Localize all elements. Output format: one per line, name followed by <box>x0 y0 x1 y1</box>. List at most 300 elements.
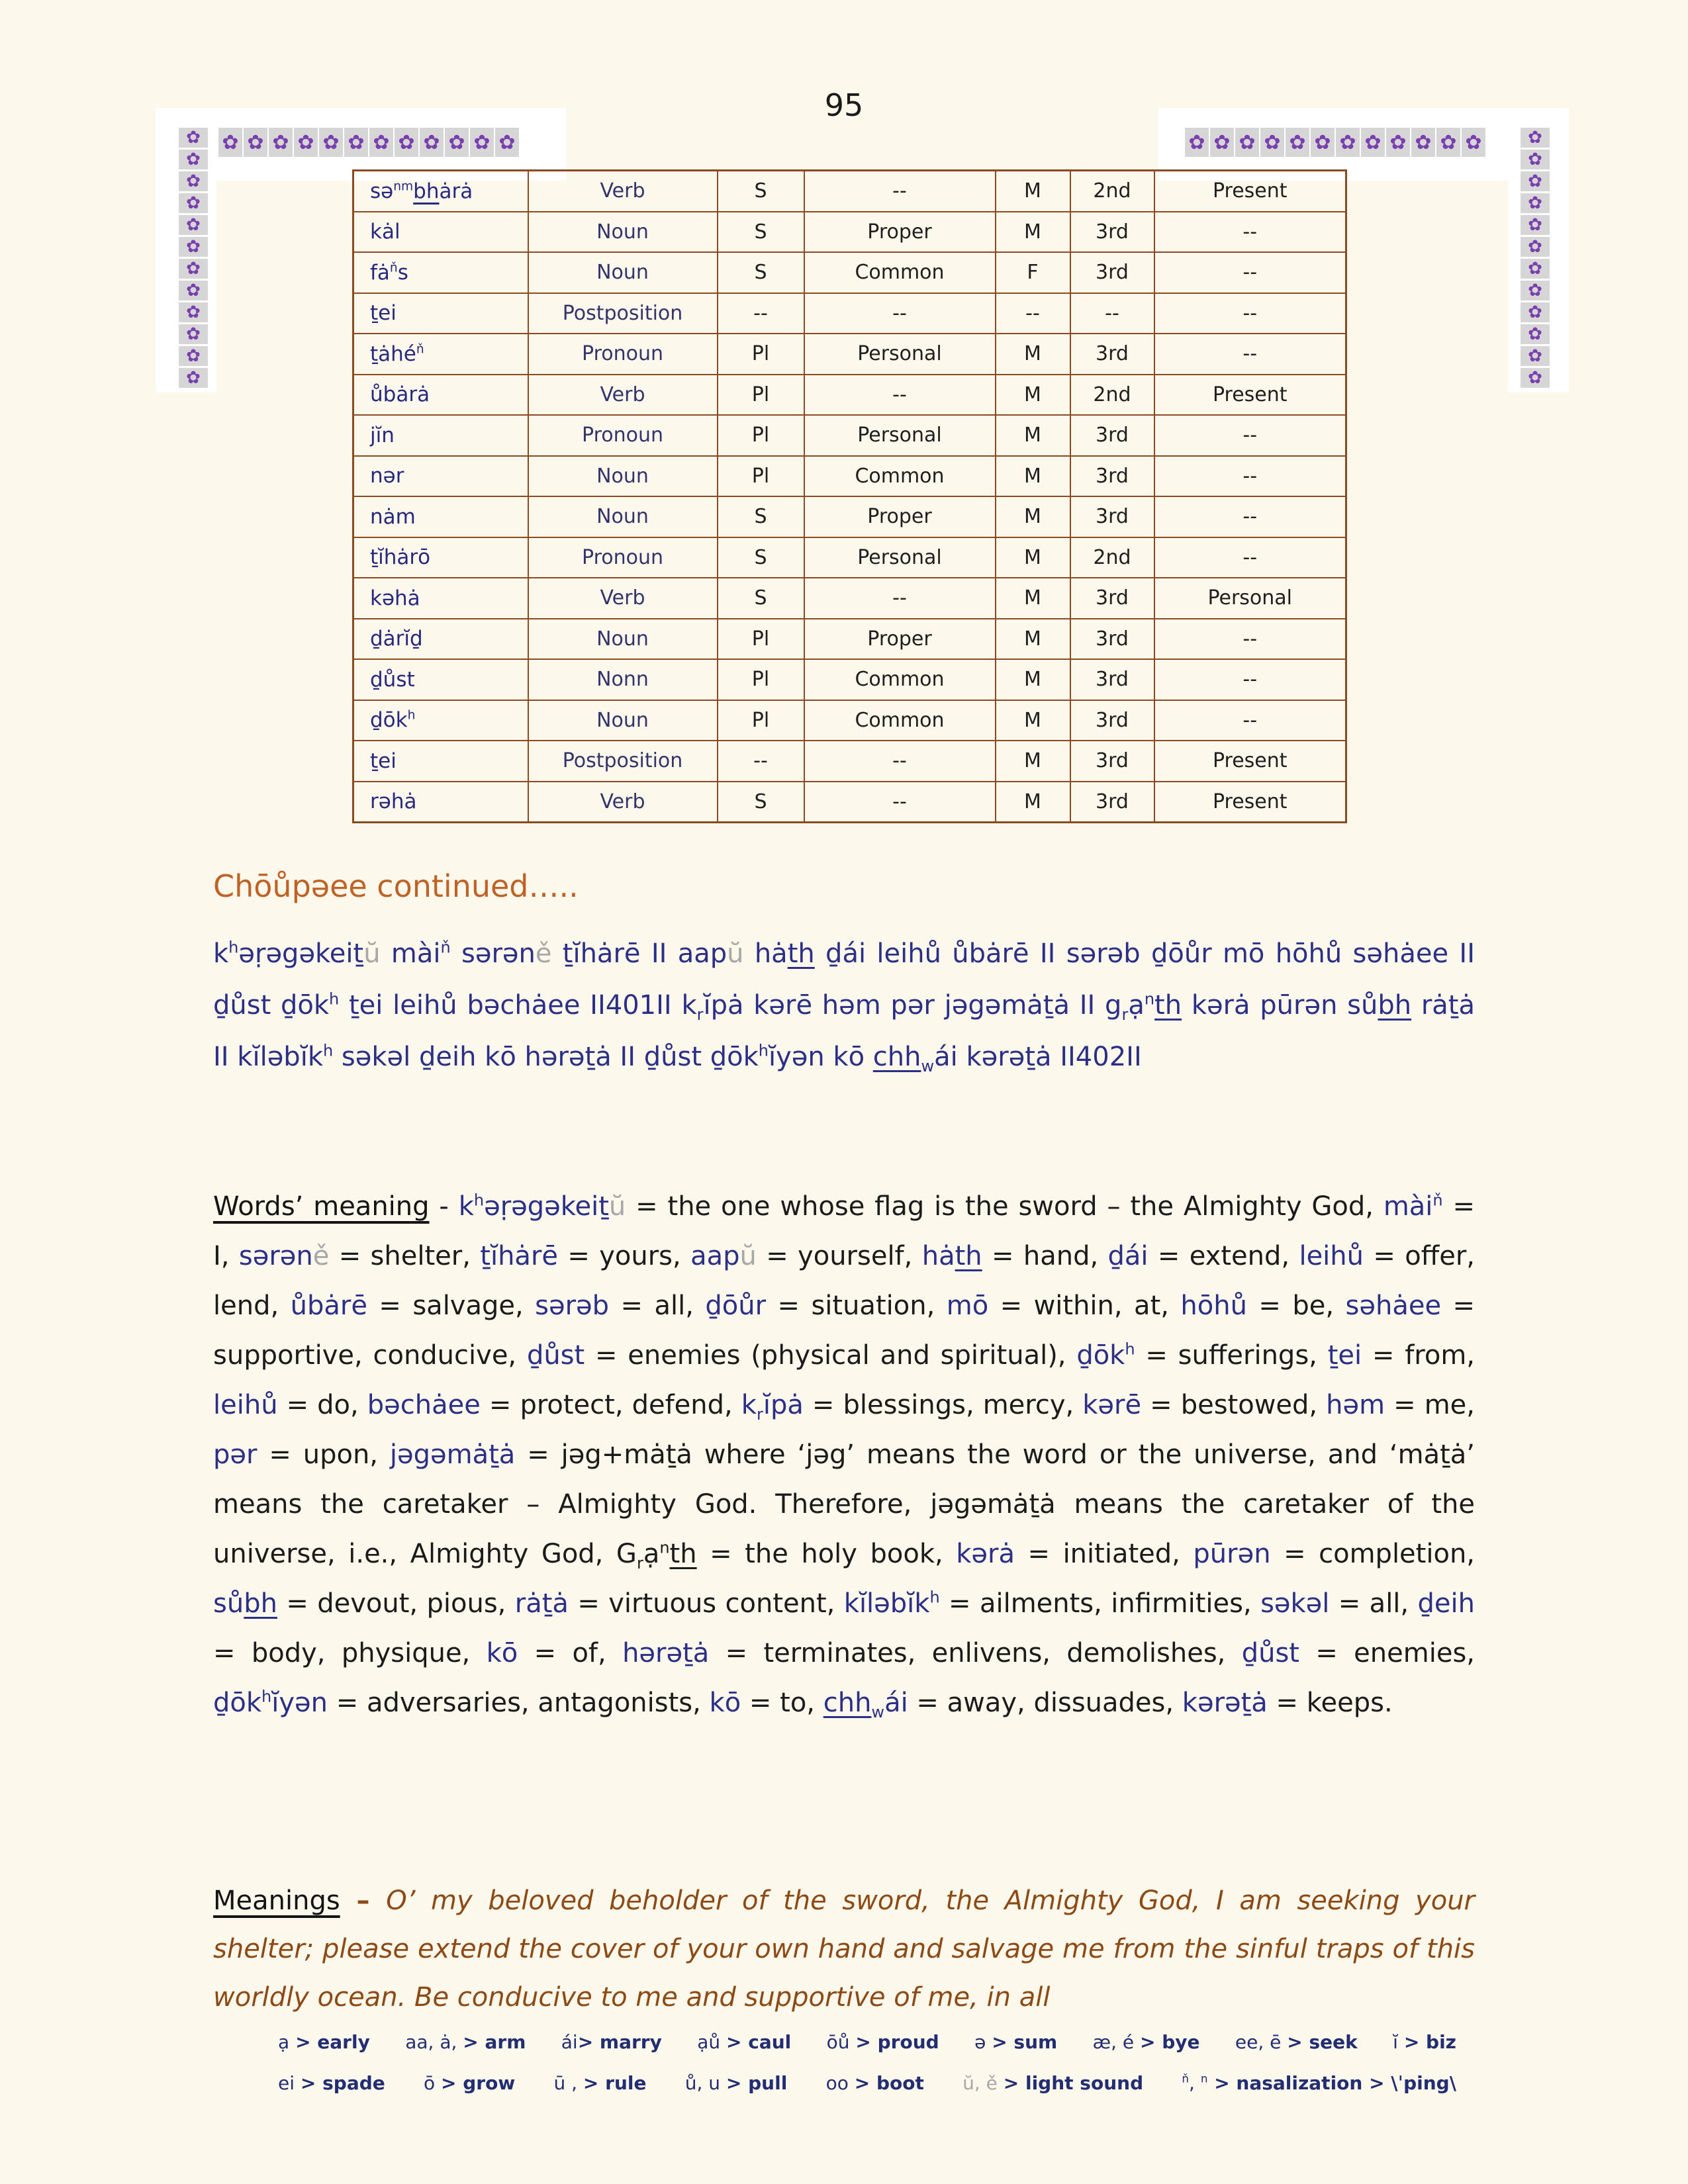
text-segment: = initiated, <box>1014 1539 1194 1569</box>
text-segment: kərȧ pūrən s <box>1182 990 1361 1021</box>
text-segment: ů <box>1361 990 1378 1021</box>
text-segment: = adversaries, antagonists, <box>328 1688 710 1718</box>
text-segment: sərən <box>238 1241 313 1271</box>
num-cell: S <box>718 782 804 823</box>
table-row <box>353 700 1346 741</box>
text-segment: = be, <box>1246 1291 1346 1321</box>
num-cell: Pl <box>718 659 804 700</box>
text-segment: hȧ <box>743 938 788 969</box>
text-segment: bh <box>413 179 440 203</box>
pos-cell: Pronoun <box>528 334 718 375</box>
text-segment: mài <box>1383 1191 1433 1222</box>
text-segment: jĭn <box>370 423 395 447</box>
text-segment: > spade <box>300 2071 385 2094</box>
text-segment: s <box>397 260 408 285</box>
text-segment: > grow <box>441 2071 516 2094</box>
text-segment: sə <box>370 179 394 203</box>
num-cell: S <box>718 212 804 253</box>
text-segment: ŭ <box>739 1241 757 1271</box>
person-cell: 3rd <box>1070 212 1154 253</box>
text-segment: k <box>741 1390 757 1420</box>
text-segment: = do, <box>277 1390 367 1420</box>
flower-icon: ✿ <box>179 302 208 322</box>
word-cell <box>353 415 528 456</box>
text-segment: ň <box>440 938 451 957</box>
words-meaning-label: Words’ meaning <box>213 1191 430 1222</box>
person-cell: 3rd <box>1070 700 1154 741</box>
text-segment: ee, ē <box>1235 2030 1288 2053</box>
num-cell: Pl <box>718 619 804 660</box>
text-segment: səkəl ḏeih kō hərəṯȧ II ḏůst ḏōk <box>333 1042 759 1072</box>
pronunciation-item <box>1182 2072 1456 2094</box>
text-segment: ň <box>389 261 398 275</box>
flower-icon: ✿ <box>1521 193 1550 213</box>
pos-cell: Noun <box>528 700 718 741</box>
table-row <box>353 619 1346 660</box>
pronunciation-item <box>685 2072 788 2094</box>
word-cell <box>353 659 528 700</box>
person-cell: 2nd <box>1070 375 1154 416</box>
text-segment: = bestowed, <box>1141 1390 1327 1420</box>
text-segment: kȧl <box>370 220 400 244</box>
text-segment: = protect, defend, <box>480 1390 741 1420</box>
text-segment: th <box>1154 990 1182 1021</box>
pronunciation-item <box>424 2072 515 2094</box>
flower-icon: ✿ <box>1521 259 1550 279</box>
text-segment: səhȧee <box>1345 1291 1442 1321</box>
pronunciation-item <box>278 2031 370 2053</box>
kind-cell: Common <box>804 456 996 497</box>
text-segment: = blessings, mercy, <box>803 1390 1083 1420</box>
pos-cell: Pronoun <box>528 537 718 578</box>
person-cell: 3rd <box>1070 578 1154 619</box>
text-segment: = all, <box>609 1291 706 1321</box>
text-segment: = jəg+mȧṯȧ where ‘jəg’ means the word or the universe, and ‘mȧṯȧ’ means the caretaker – Almighty God. Therefore, jəgəmȧṯȧ means the caretaker of the universe, i.e., Almighty God, G <box>213 1439 1475 1569</box>
text-segment: = all, <box>1329 1588 1418 1619</box>
kind-cell: -- <box>804 375 996 416</box>
text-segment: = enemies, <box>1299 1638 1475 1668</box>
table-row <box>353 171 1346 212</box>
text-segment: aap <box>690 1241 740 1271</box>
text-segment: h <box>473 1191 485 1210</box>
table-row <box>353 537 1346 578</box>
kind-cell: Personal <box>804 537 996 578</box>
text-segment: > seek <box>1287 2030 1358 2053</box>
text-segment: ḏōůr <box>705 1291 767 1321</box>
pronunciation-row-1 <box>278 2021 1456 2062</box>
text-segment: ě <box>535 938 552 969</box>
flower-icon: ✿ <box>395 128 418 157</box>
table-row <box>353 375 1346 416</box>
word-cell <box>353 375 528 416</box>
text-segment: hərəṯȧ <box>622 1638 710 1668</box>
num-cell: Pl <box>718 415 804 456</box>
text-segment: > bye <box>1140 2030 1200 2053</box>
text-segment: həm <box>1326 1390 1385 1420</box>
pronunciation-item <box>405 2031 526 2053</box>
text-segment: kəhȧ <box>370 586 420 610</box>
text-segment: > arm <box>463 2030 526 2053</box>
text-segment: ň <box>1182 2071 1189 2085</box>
text-segment: ō <box>424 2071 442 2094</box>
text-segment: th <box>955 1241 982 1271</box>
text-segment: ŭ <box>727 938 744 969</box>
tense-cell: -- <box>1154 700 1346 741</box>
tense-cell: Present <box>1154 375 1346 416</box>
tense-cell: -- <box>1154 456 1346 497</box>
pronunciation-item <box>697 2031 791 2053</box>
text-segment: > boot <box>854 2071 924 2094</box>
flower-icon: ✿ <box>1361 128 1385 157</box>
flower-icon: ✿ <box>179 368 208 388</box>
text-segment: hȧ <box>921 1241 955 1271</box>
text-segment: ə <box>974 2030 992 2053</box>
text-segment: rəhȧ <box>370 790 417 814</box>
text-segment: ạ <box>643 1539 660 1569</box>
text-segment: sərəb <box>535 1291 610 1321</box>
tense-cell: -- <box>1154 659 1346 700</box>
text-segment: = shelter, <box>329 1241 481 1271</box>
words-meaning-content <box>213 1191 1476 1721</box>
num-cell: Pl <box>718 456 804 497</box>
word-cell <box>353 252 528 293</box>
text-segment: ů, u <box>684 2071 726 2094</box>
text-segment: pər <box>213 1439 258 1470</box>
flower-icon: ✿ <box>179 193 208 213</box>
text-segment: ḏōk <box>370 708 408 733</box>
text-segment: ḏůst <box>526 1340 585 1371</box>
meanings-content: O’ my beloved beholder of the sword, the Almighty God, I am seeking your shelter; please extend the cover of your own hand and salvage me from the sinful traps of this worldly ocean. Be conducive to me and supportive of me, in all <box>213 1886 1475 2013</box>
word-cell <box>353 293 528 334</box>
flower-icon: ✿ <box>319 128 343 157</box>
person-cell: 3rd <box>1070 659 1154 700</box>
pos-cell: Noun <box>528 619 718 660</box>
word-cell <box>353 456 528 497</box>
pos-cell: Verb <box>528 375 718 416</box>
pronunciation-item <box>827 2031 939 2053</box>
word-cell <box>353 212 528 253</box>
word-cell <box>353 741 528 782</box>
tense-cell: -- <box>1154 619 1346 660</box>
text-segment: = ailments, infirmities, <box>939 1588 1261 1619</box>
flower-icon: ✿ <box>420 128 444 157</box>
pronunciation-item <box>962 2072 1143 2094</box>
tense-cell: Present <box>1154 741 1346 782</box>
text-segment: h <box>329 989 340 1009</box>
text-segment: ḏái leihů ůbȧrē II sərəb ḏōůr mō hōhů səhȧee II ḏůst ḏōk <box>213 938 1475 1021</box>
word-cell <box>353 619 528 660</box>
text-segment: kərē <box>1082 1390 1142 1420</box>
num-cell: -- <box>718 741 804 782</box>
text-segment: kō <box>486 1638 518 1668</box>
text-segment: h <box>929 1588 940 1607</box>
text-segment: > proud <box>855 2030 939 2053</box>
text-segment: ái <box>884 1688 908 1718</box>
page-number: 95 <box>824 87 864 123</box>
flower-border-top-right <box>1185 128 1485 157</box>
text-segment: pūrən <box>1193 1539 1271 1569</box>
flower-icon: ✿ <box>244 128 267 157</box>
text-segment: = supportive, conducive, <box>213 1291 1476 1371</box>
text-segment: = extend, <box>1148 1241 1299 1271</box>
text-segment: = salvage, <box>367 1291 536 1321</box>
gender-cell: M <box>996 171 1070 212</box>
flower-icon: ✿ <box>470 128 494 157</box>
verse-paragraph <box>213 928 1475 1083</box>
text-segment: = sufferings, <box>1135 1340 1328 1371</box>
text-segment: n <box>1144 989 1155 1009</box>
flower-icon: ✿ <box>1336 128 1360 157</box>
text-segment: > nasalization > \ˈping\ <box>1207 2071 1456 2094</box>
text-segment: h <box>228 938 239 957</box>
flower-icon: ✿ <box>1210 128 1234 157</box>
text-segment: ạů <box>697 2030 727 2053</box>
flower-icon: ✿ <box>1286 128 1309 157</box>
text-segment: ḏeih <box>1417 1588 1475 1619</box>
word-cell <box>353 578 528 619</box>
text-segment: ṯei leihů bəchȧee II401II k <box>339 990 697 1021</box>
gender-cell: M <box>996 415 1070 456</box>
text-segment: bəchȧee <box>367 1390 481 1420</box>
text-segment: ṯĭhȧrō <box>370 545 431 570</box>
num-cell: S <box>718 252 804 293</box>
text-segment: = completion, <box>1270 1539 1476 1569</box>
text-segment: leihů <box>1299 1241 1364 1271</box>
text-segment: oo <box>825 2071 855 2094</box>
text-segment: > biz <box>1403 2030 1456 2053</box>
flower-icon: ✿ <box>495 128 519 157</box>
text-segment: mō <box>946 1291 989 1321</box>
text-segment: = offer, lend, <box>213 1241 1476 1321</box>
flower-icon: ✿ <box>1521 302 1550 322</box>
text-segment: w <box>871 1703 885 1721</box>
flower-border-top-left <box>218 128 519 157</box>
text-segment: = me, <box>1385 1390 1475 1420</box>
word-cell <box>353 496 528 537</box>
text-segment: ĭpȧ kərē həm pər jəgəmȧṯȧ II g <box>703 990 1122 1021</box>
text-segment: chh <box>823 1688 872 1718</box>
num-cell: S <box>718 537 804 578</box>
text-segment: ḏōk <box>1076 1340 1125 1371</box>
text-segment: th <box>669 1539 697 1569</box>
table-row <box>353 782 1346 823</box>
num-cell: Pl <box>718 334 804 375</box>
num-cell: S <box>718 578 804 619</box>
text-segment: hōhů <box>1180 1291 1247 1321</box>
gender-cell: F <box>996 252 1070 293</box>
text-segment: ĭyən kō <box>768 1042 873 1072</box>
text-segment: = situation, <box>766 1291 947 1321</box>
kind-cell: -- <box>804 782 996 823</box>
table-row <box>353 212 1346 253</box>
flower-icon: ✿ <box>369 128 393 157</box>
person-cell: 3rd <box>1070 456 1154 497</box>
text-segment: bh <box>1378 990 1412 1021</box>
num-cell: S <box>718 496 804 537</box>
text-segment: kərəṯȧ <box>1182 1688 1268 1718</box>
table-row <box>353 578 1346 619</box>
person-cell: 3rd <box>1070 252 1154 293</box>
tense-cell: Present <box>1154 782 1346 823</box>
text-segment: chh <box>872 1042 921 1072</box>
flower-icon: ✿ <box>1521 368 1550 388</box>
meanings-paragraph <box>213 1877 1475 2022</box>
text-segment: th <box>787 938 815 969</box>
analysis-table <box>352 169 1347 823</box>
text-segment: əṛəgəkeiṯ <box>484 1191 609 1222</box>
kind-cell: -- <box>804 741 996 782</box>
flower-icon: ✿ <box>1185 128 1209 157</box>
kind-cell: -- <box>804 171 996 212</box>
flower-border-right <box>1521 128 1550 388</box>
person-cell: 3rd <box>1070 496 1154 537</box>
gender-cell: -- <box>996 293 1070 334</box>
flower-icon: ✿ <box>179 259 208 279</box>
text-segment: rȧṯȧ <box>514 1588 569 1619</box>
tense-cell: -- <box>1154 334 1346 375</box>
person-cell: 3rd <box>1070 415 1154 456</box>
text-segment: ōů <box>826 2030 856 2053</box>
flower-icon: ✿ <box>1521 171 1550 191</box>
text-segment: h <box>1125 1340 1135 1359</box>
text-segment: , <box>1189 2071 1201 2094</box>
flower-icon: ✿ <box>179 215 208 235</box>
text-segment: n <box>659 1538 670 1557</box>
person-cell: 2nd <box>1070 171 1154 212</box>
flower-icon: ✿ <box>1235 128 1259 157</box>
tense-cell: -- <box>1154 537 1346 578</box>
kind-cell: Common <box>804 700 996 741</box>
section-heading: Chōůpəee continued….. <box>213 868 579 904</box>
flower-icon: ✿ <box>1521 324 1550 344</box>
text-segment: ĭpȧ <box>763 1390 804 1420</box>
tense-cell: -- <box>1154 252 1346 293</box>
table-row <box>353 496 1346 537</box>
text-segment: ŭ, ě <box>962 2071 998 2094</box>
flower-icon: ✿ <box>1521 281 1550 300</box>
meanings-separator: – <box>340 1886 387 1916</box>
text-segment: = hand, <box>982 1241 1108 1271</box>
text-segment: ḏái <box>1107 1241 1149 1271</box>
text-segment: = yours, <box>558 1241 691 1271</box>
text-segment: r <box>1121 1005 1129 1024</box>
text-segment: = yourself, <box>756 1241 922 1271</box>
person-cell: 3rd <box>1070 334 1154 375</box>
word-cell <box>353 537 528 578</box>
pos-cell: Verb <box>528 578 718 619</box>
tense-cell: Personal <box>1154 578 1346 619</box>
person-cell: 2nd <box>1070 537 1154 578</box>
gender-cell: M <box>996 782 1070 823</box>
text-segment: ḏůst <box>1241 1638 1299 1668</box>
person-cell: 3rd <box>1070 782 1154 823</box>
person-cell: -- <box>1070 293 1154 334</box>
kind-cell: -- <box>804 293 996 334</box>
pos-cell: Postposition <box>528 293 718 334</box>
pronunciation-item <box>561 2031 662 2053</box>
flower-icon: ✿ <box>1521 150 1550 169</box>
text-segment: ạ <box>1128 990 1145 1021</box>
tense-cell: -- <box>1154 496 1346 537</box>
text-segment: = upon, <box>257 1439 390 1470</box>
kind-cell: Personal <box>804 334 996 375</box>
table-row <box>353 741 1346 782</box>
pos-cell: Noun <box>528 252 718 293</box>
flower-icon: ✿ <box>218 128 242 157</box>
text-segment: nər <box>370 464 404 488</box>
num-cell: Pl <box>718 375 804 416</box>
text-segment: k <box>458 1191 474 1222</box>
flower-icon: ✿ <box>179 346 208 366</box>
words-meaning-separator: - <box>429 1191 459 1222</box>
word-cell <box>353 334 528 375</box>
flower-icon: ✿ <box>179 128 208 148</box>
gender-cell: M <box>996 496 1070 537</box>
text-segment: ĭ <box>1393 2030 1404 2053</box>
kind-cell: -- <box>804 578 996 619</box>
text-segment: = enemies (physical and spiritual), <box>585 1340 1077 1371</box>
text-segment: səkəl <box>1260 1588 1330 1619</box>
text-segment: kĭləbĭk <box>843 1588 930 1619</box>
text-segment: = of, <box>518 1638 623 1668</box>
text-segment: = keeps. <box>1267 1688 1393 1718</box>
text-segment: kərȧ <box>956 1539 1015 1569</box>
pronunciation-item <box>1093 2031 1200 2053</box>
table-row <box>353 415 1346 456</box>
meanings-label: Meanings <box>213 1886 340 1916</box>
text-segment <box>998 2072 1004 2094</box>
text-segment: = to, <box>741 1688 823 1718</box>
pronunciation-item <box>974 2031 1057 2053</box>
kind-cell: Proper <box>804 619 996 660</box>
gender-cell: M <box>996 700 1070 741</box>
text-segment: sů <box>213 1588 244 1619</box>
num-cell: S <box>718 171 804 212</box>
flower-icon: ✿ <box>179 281 208 300</box>
text-segment: = within, at, <box>988 1291 1181 1321</box>
text-segment: n <box>1200 2071 1208 2085</box>
text-segment: əṛəgəkeiṯ <box>238 938 364 969</box>
tense-cell: -- <box>1154 415 1346 456</box>
text-segment: ṯȧhé <box>370 341 416 366</box>
pronunciation-row-2 <box>278 2062 1456 2103</box>
words-meaning-paragraph <box>213 1182 1475 1728</box>
text-segment: nȧm <box>370 504 416 529</box>
kind-cell: Common <box>804 659 996 700</box>
text-segment: ůbȧrē <box>290 1291 367 1321</box>
kind-cell: Personal <box>804 415 996 456</box>
flower-icon: ✿ <box>344 128 368 157</box>
text-segment: bh <box>244 1588 277 1619</box>
word-cell <box>353 782 528 823</box>
pos-cell: Nonn <box>528 659 718 700</box>
text-segment: > sum <box>992 2030 1058 2053</box>
flower-icon: ✿ <box>179 171 208 191</box>
text-segment: ḏōk <box>213 1688 262 1718</box>
flower-icon: ✿ <box>1521 237 1550 257</box>
flower-icon: ✿ <box>269 128 293 157</box>
text-segment: ū , <box>553 2071 583 2094</box>
table-row <box>353 659 1346 700</box>
gender-cell: M <box>996 578 1070 619</box>
gender-cell: M <box>996 741 1070 782</box>
num-cell: -- <box>718 293 804 334</box>
text-segment: ái <box>561 2030 578 2053</box>
text-segment: = virtuous content, <box>568 1588 844 1619</box>
kind-cell: Common <box>804 252 996 293</box>
text-segment: leihů <box>213 1390 278 1420</box>
text-segment: ŭ <box>363 938 381 969</box>
